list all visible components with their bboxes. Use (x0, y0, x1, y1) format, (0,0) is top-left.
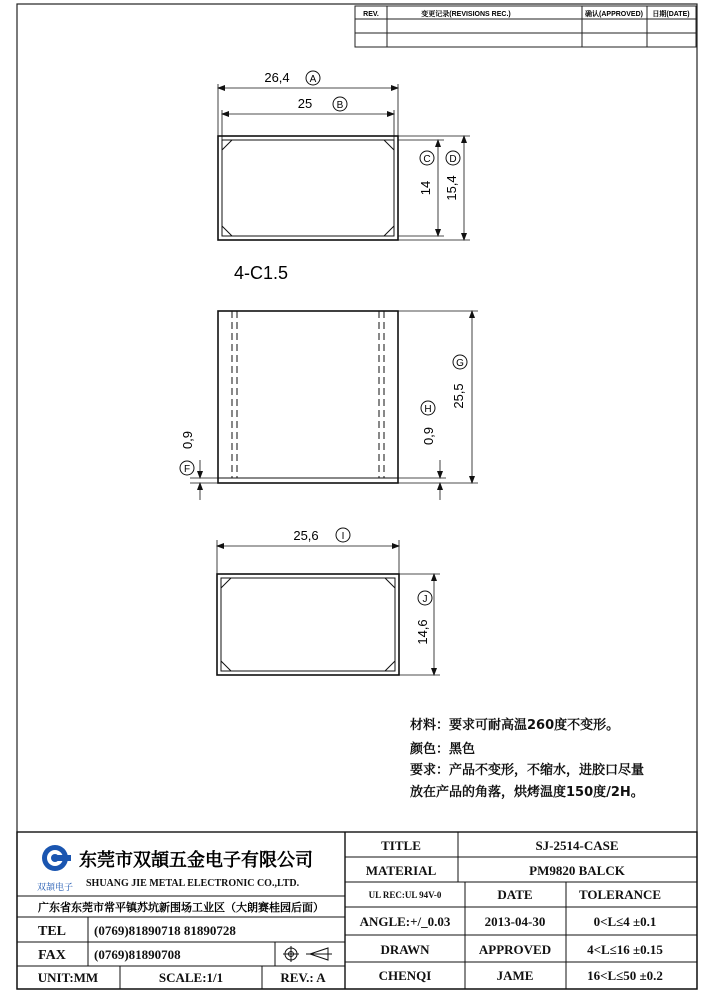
ul-rec: UL REC:UL 94V-0 (368, 890, 442, 900)
dim-b-value: 25 (297, 96, 313, 111)
tolerance-row-1: 0<L≤4 ±0.1 (593, 914, 657, 929)
material-value: PM9820 BALCK (529, 863, 625, 878)
dim-j-tag: J (422, 594, 428, 605)
tel-label: TEL (37, 924, 67, 939)
drawn-value: CHENQI (378, 968, 432, 983)
unit-label: UNIT:MM (37, 970, 99, 985)
dim-j-value: 14,6 (415, 619, 430, 645)
note-requirement-cont: 放在产品的角落，烘烤温度150度/2H。 (410, 785, 644, 800)
date-header: 日期(DATE) (652, 11, 690, 18)
dim-a-value: 26,4 (264, 70, 290, 85)
date-value: 2013-04-30 (484, 914, 546, 929)
note-color: 颜色：黑色 (410, 742, 476, 757)
dim-g-value: 25,5 (451, 383, 466, 409)
tolerance-row-3: 16<L≤50 ±0.2 (587, 968, 663, 983)
dim-h-tag: H (424, 404, 432, 415)
rev-header: REV. (363, 11, 379, 18)
company-name-cn: 东莞市双頡五金电子有限公司 (79, 850, 313, 870)
tolerance-label: TOLERANCE (578, 887, 662, 902)
chamfer-note: 4-C1.5 (234, 263, 289, 283)
dim-d-value: 15,4 (444, 175, 459, 201)
note-material: 材料：要求可耐高温260度不变形。 (410, 718, 620, 733)
projection-symbol-icon (283, 946, 332, 962)
date-label: DATE (497, 887, 533, 902)
dim-a-tag: A (309, 74, 317, 85)
dim-h-value: 0,9 (421, 426, 436, 446)
approved-label: APPROVED (478, 942, 552, 957)
angle-tolerance: ANGLE:+/_0.03 (359, 914, 451, 929)
rev-label: REV.: A (280, 970, 326, 985)
bottom-view (217, 540, 440, 675)
note-requirement: 要求：产品不变形，不缩水，进胶口尽量 (410, 763, 645, 778)
dim-b-tag: B (336, 100, 344, 111)
tel-value: (0769)81890718 81890728 (94, 923, 236, 938)
dim-g-tag: G (456, 358, 464, 369)
approved-header: 确认(APPROVED) (585, 11, 643, 18)
dim-c-value: 14 (418, 180, 433, 196)
fax-label: FAX (38, 948, 66, 963)
revision-table (355, 6, 696, 47)
fax-value: (0769)81890708 (94, 947, 181, 962)
company-logo (42, 845, 71, 871)
logo-text: 双頡电子 (36, 882, 74, 892)
company-name-en: SHUANG JIE METAL ELECTRONIC CO.,LTD. (86, 878, 300, 889)
scale-label: SCALE:1/1 (158, 970, 224, 985)
company-address: 广东省东莞市常平镇苏坑新围场工业区（大朗赛桂园后面） (38, 902, 324, 914)
dim-f-tag: F (183, 464, 191, 475)
tolerance-row-2: 4<L≤16 ±0.15 (587, 942, 663, 957)
dim-d-tag: D (449, 154, 457, 165)
title-label: TITLE (381, 838, 421, 853)
dim-i-tag: I (341, 531, 345, 542)
approved-value: JAME (496, 968, 534, 983)
dim-f-value: 0,9 (180, 430, 195, 450)
material-label: MATERIAL (365, 863, 437, 878)
title-value: SJ-2514-CASE (535, 838, 619, 853)
revisions-header: 变更记录(REVISIONS REC.) (421, 11, 511, 18)
dim-c-tag: C (423, 154, 431, 165)
drawn-label: DRAWN (380, 942, 430, 957)
dim-i-value: 25,6 (293, 528, 319, 543)
